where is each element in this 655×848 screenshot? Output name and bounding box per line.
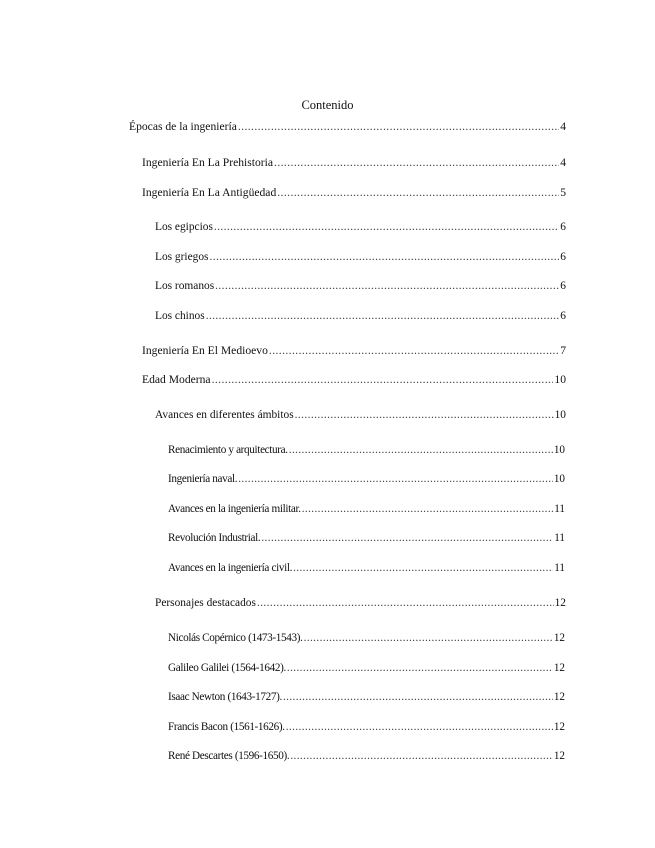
toc-entry-text: René Descartes (1596-1650). (168, 750, 290, 762)
toc-page-number: 4 (560, 156, 566, 169)
toc-entry-text: Épocas de la ingeniería (129, 120, 237, 133)
toc-dot-leader (206, 308, 560, 324)
toc-entry-avances-diferentes-ambitos[interactable] (155, 407, 566, 423)
toc-dot-leader (257, 595, 554, 611)
toc-entry-ingenieria-naval[interactable] (168, 471, 565, 487)
toc-page-number: 6 (560, 280, 566, 292)
toc-page-number: 12 (553, 750, 565, 762)
toc-dot-leader (214, 219, 559, 235)
toc-entry-ingenieria-militar[interactable] (168, 501, 565, 517)
toc-dot-leader (215, 278, 559, 294)
toc-entry-personajes-destacados[interactable] (155, 595, 566, 611)
toc-page-number: 12 (554, 597, 566, 609)
toc-entry-text: Revolución Industrial. (168, 532, 261, 544)
toc-page-number: 10 (553, 473, 565, 485)
toc-entry-text: Ingeniería En La Antigüedad (142, 186, 277, 199)
toc-entry-isaac-newton[interactable] (168, 689, 565, 705)
toc-entry-text: Personajes destacados (155, 597, 256, 609)
toc-title: Contenido (301, 98, 354, 112)
toc-dot-leader (295, 407, 554, 423)
toc-entry-text: Los griegos (155, 251, 209, 263)
toc-entry-francis-bacon[interactable] (168, 719, 565, 735)
toc-page-number: 10 (554, 373, 566, 386)
toc-dot-leader (274, 155, 559, 171)
toc-page-number: 12 (553, 632, 565, 644)
toc-entry-text: Los chinos (155, 310, 205, 322)
toc-entry-ingenieria-antiguedad[interactable] (142, 185, 566, 201)
toc-page-number: 10 (554, 409, 566, 421)
toc-page-number: 10 (553, 444, 565, 456)
toc-entry-text: Avances en la ingeniería militar. (168, 503, 301, 515)
toc-entry-los-griegos[interactable] (155, 249, 566, 265)
toc-page-number: 12 (553, 721, 565, 733)
toc-page-number: 6 (560, 251, 566, 263)
toc-page-number: 11 (554, 503, 565, 515)
toc-page-number: 11 (554, 532, 565, 544)
toc-dot-leader (304, 630, 553, 646)
toc-entry-galileo-galilei[interactable] (168, 660, 565, 676)
toc-page-number: 5 (560, 186, 566, 199)
toc-dot-leader (277, 185, 559, 201)
toc-entry-text: Los egipcios (155, 221, 213, 233)
toc-dot-leader (269, 343, 559, 359)
toc-page-number: 6 (560, 221, 566, 233)
toc-entry-text: Galileo Galilei (1564-1642). (168, 662, 286, 674)
toc-dot-leader (238, 119, 559, 135)
toc-entry-text: Avances en la ingeniería civil. (168, 562, 293, 574)
toc-entry-los-chinos[interactable] (155, 308, 566, 324)
toc-entry-text: Edad Moderna (142, 373, 211, 386)
toc-page-number: 12 (553, 662, 565, 674)
toc-entry-text: Ingeniería En El Medioevo (142, 344, 268, 357)
toc-entry-text: Nicolás Copérnico (1473-1543). (168, 632, 303, 644)
toc-dot-leader (302, 501, 554, 517)
toc-entry-epocas-de-la-ingenieria[interactable] (129, 119, 566, 135)
toc-dot-leader (209, 249, 559, 265)
toc-dot-leader (283, 689, 553, 705)
toc-entry-rene-descartes[interactable] (168, 748, 565, 764)
toc-entry-text: Avances en diferentes ámbitos (155, 409, 294, 421)
toc-dot-leader (287, 660, 553, 676)
toc-page-number: 11 (554, 562, 565, 574)
toc-dot-leader (293, 560, 553, 576)
toc-page-number: 12 (553, 691, 565, 703)
toc-dot-leader (289, 442, 553, 458)
toc-entry-edad-moderna[interactable] (142, 372, 566, 388)
toc-dot-leader (290, 748, 552, 764)
toc-dot-leader (212, 372, 554, 388)
toc-page-number: 6 (560, 310, 566, 322)
toc-entry-ingenieria-medioevo[interactable] (142, 343, 566, 359)
toc-entry-text: Ingeniería En La Prehistoria (142, 156, 274, 169)
toc-entry-los-romanos[interactable] (155, 278, 566, 294)
toc-entry-text: Renacimiento y arquitectura. (168, 444, 288, 456)
toc-entry-text: Los romanos (155, 280, 215, 292)
toc-entry-revolucion-industrial[interactable] (168, 530, 565, 546)
toc-entry-ingenieria-civil[interactable] (168, 560, 565, 576)
toc-entry-renacimiento-arquitectura[interactable] (168, 442, 565, 458)
toc-dot-leader (238, 471, 553, 487)
toc-page-number: 7 (560, 344, 566, 357)
toc-entry-nicolas-copernico[interactable] (168, 630, 565, 646)
toc-page-number: 4 (560, 120, 566, 133)
toc-entry-ingenieria-prehistoria[interactable] (142, 155, 566, 171)
toc-entry-text: Ingeniería naval. (168, 473, 238, 485)
toc-dot-leader (261, 530, 553, 546)
toc-entry-text: Isaac Newton (1643-1727). (168, 691, 282, 703)
toc-entry-los-egipcios[interactable] (155, 219, 566, 235)
toc-dot-leader (286, 719, 553, 735)
toc-entry-text: Francis Bacon (1561-1626). (168, 721, 285, 733)
